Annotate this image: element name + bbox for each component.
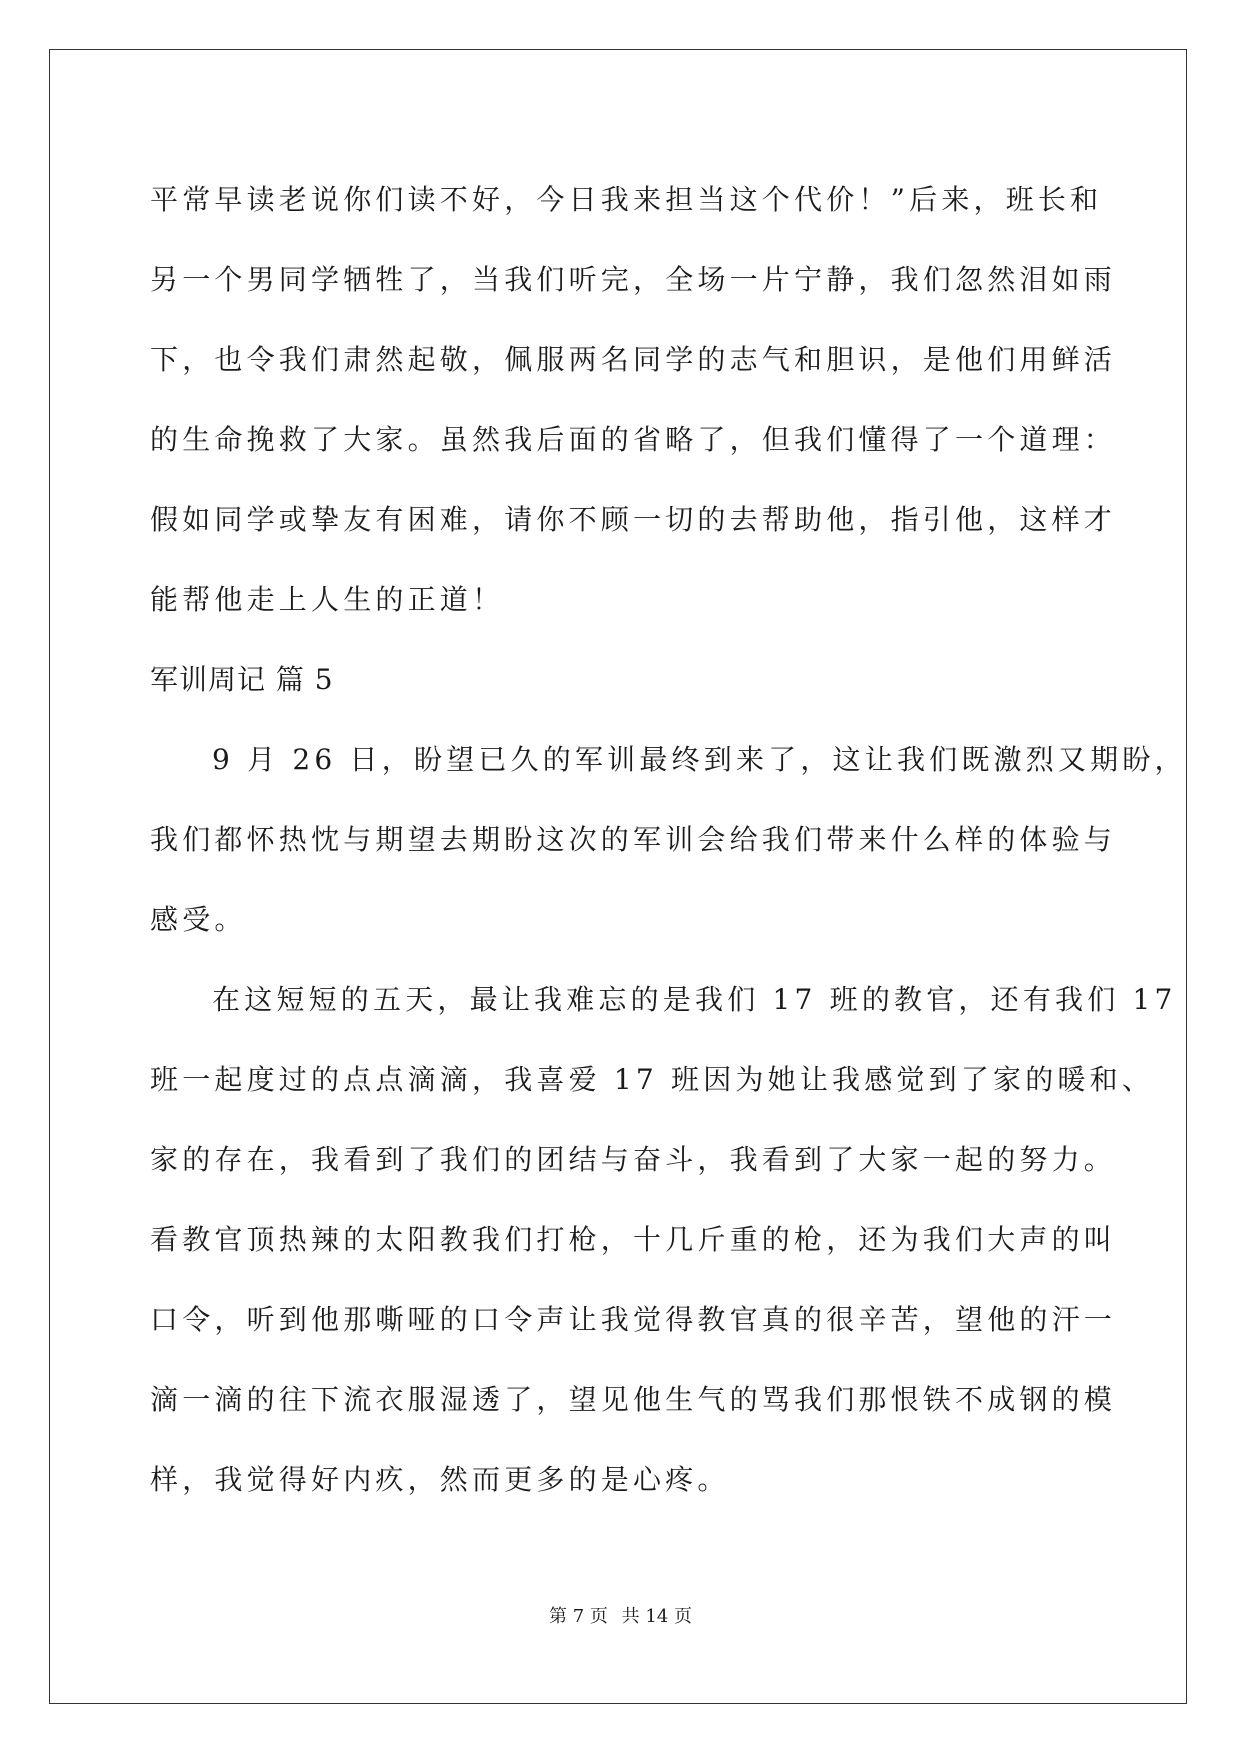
page-footer: [0, 1602, 1241, 1628]
paragraph-start-line: 在这短短的五天，最让我难忘的是我们 17 班的教官，还有我们 17: [212, 983, 1177, 1016]
text-line: 家的存在，我看到了我们的团结与奋斗，我看到了大家一起的努力。: [150, 1143, 1117, 1176]
text-line: 能帮他走上人生的正道！: [150, 583, 505, 616]
text-line: 口令，听到他那嘶哑的口令声让我觉得教官真的很辛苦，望他的汗一: [150, 1303, 1117, 1336]
text-line: 班一起度过的点点滴滴，我喜爱 17 班因为她让我感觉到了家的暖和、: [150, 1063, 1155, 1096]
text-line: 样，我觉得好内疚，然而更多的是心疼。: [150, 1463, 730, 1496]
page-number: 第 7 页: [549, 1606, 608, 1627]
text-line: 平常早读老说你们读不好，今日我来担当这个代价！”后来，班长和: [150, 183, 1103, 216]
text-line: 滴一滴的往下流衣服湿透了，望见他生气的骂我们那恨铁不成钢的模: [150, 1383, 1117, 1416]
text-line: 另一个男同学牺牲了，当我们听完，全场一片宁静，我们忽然泪如雨: [150, 263, 1117, 296]
page-total: 共 14 页: [621, 1606, 692, 1627]
document-body: [150, 160, 1187, 1520]
text-line: 我们都怀热忱与期望去期盼这次的军训会给我们带来什么样的体验与: [150, 823, 1117, 856]
text-line: 看教官顶热辣的太阳教我们打枪，十几斤重的枪，还为我们大声的叫: [150, 1223, 1117, 1256]
section-heading: 军训周记 篇 5: [150, 663, 334, 696]
text-line: 假如同学或挚友有困难，请你不顾一切的去帮助他，指引他，这样才: [150, 503, 1117, 536]
paragraph-start-line: 9 月 26 日，盼望已久的军训最终到来了，这让我们既激烈又期盼，: [212, 743, 1187, 776]
text-line: 感受。: [150, 903, 247, 936]
text-line: 的生命挽救了大家。虽然我后面的省略了，但我们懂得了一个道理：: [150, 423, 1117, 456]
text-line: 下，也令我们肃然起敬，佩服两名同学的志气和胆识，是他们用鲜活: [150, 343, 1117, 376]
